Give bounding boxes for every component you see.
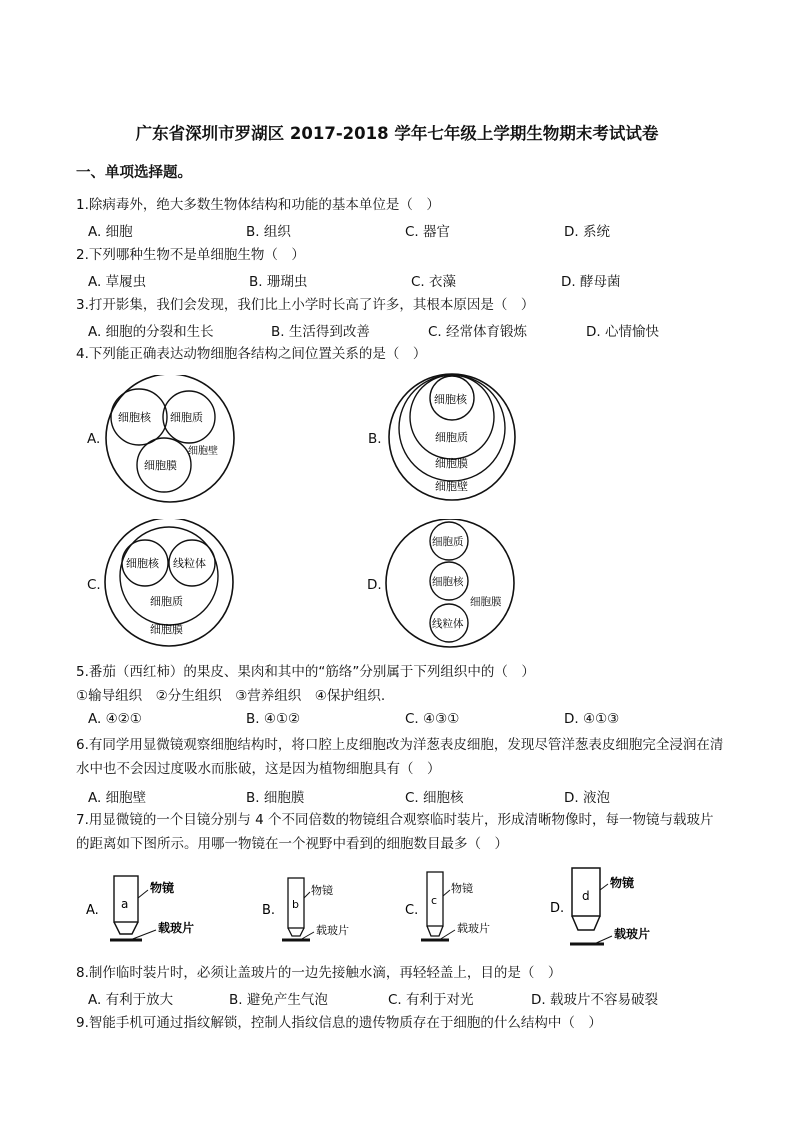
q4-diagram-b [382,372,522,504]
q5-option-d: D. ④①③ [564,711,620,727]
q8-option-d: D. 载玻片不容易破裂 [531,992,658,1008]
q4b-label-cytoplasm: 细胞质 [435,431,468,444]
q4-diagram-a [100,375,240,505]
q3-option-b: B. 生活得到改善 [271,324,370,340]
question-3: 3.打开影集，我们会发现，我们比上小学时长高了许多，其根本原因是（ ） [76,297,535,313]
q4-diagram-d [382,519,518,651]
q4-diagram-c [101,519,237,649]
q7-objective-d [548,862,688,952]
q2-option-d: D. 酵母菌 [561,274,621,290]
q6-option-d: D. 液泡 [564,790,610,806]
q8-option-c: C. 有利于对光 [388,992,474,1008]
svg-text:载玻片: 载玻片 [457,922,490,935]
q4-option-b-letter: B. [368,431,382,447]
q5-option-a: A. ④②① [88,711,142,727]
svg-text:A.: A. [86,903,99,918]
q4d-label-nucleus: 细胞核 [432,576,464,588]
q6-option-c: C. 细胞核 [405,790,464,806]
svg-text:物镜: 物镜 [311,884,333,897]
q7-objective-a [84,868,214,950]
question-2: 2.下列哪种生物不是单细胞生物（ ） [76,247,305,263]
svg-text:物镜: 物镜 [610,876,635,890]
q4c-label-mitochondria: 线粒体 [173,557,206,570]
q8-option-b: B. 避免产生气泡 [229,992,328,1008]
q2-option-b: B. 珊瑚虫 [249,274,308,290]
q8-option-a: A. 有利于放大 [88,992,174,1008]
question-9: 9.智能手机可通过指纹解锁，控制人指纹信息的遗传物质存在于细胞的什么结构中（ ） [76,1015,602,1031]
q4-option-d-letter: D. [367,577,382,593]
q4d-label-membrane: 细胞膜 [470,596,502,608]
q1-option-d: D. 系统 [564,224,610,240]
q1-option-a: A. 细胞 [88,224,133,240]
q4c-label-membrane: 细胞膜 [150,623,183,636]
question-7: 7.用显微镜的一个目镜分别与 4 个不同倍数的物镜组合观察临时装片，形成清晰物像时，每一物镜与载玻片的距离如下图所示。用哪一物镜在一个视野中看到的细胞数目最多（ ） [76,812,714,852]
q4c-label-cytoplasm: 细胞质 [150,595,183,608]
q3-option-a: A. 细胞的分裂和生长 [88,324,214,340]
q4a-label-wall: 细胞壁 [188,446,218,457]
q5-option-c: C. ④③① [405,711,460,727]
q4-option-a-letter: A. [87,431,101,447]
q5-option-b: B. ④①② [246,711,301,727]
svg-text:d: d [582,889,590,903]
q4-option-c-letter: C. [87,577,101,593]
svg-text:载玻片: 载玻片 [158,921,195,935]
q1-option-b: B. 组织 [246,224,291,240]
q6-option-a: A. 细胞壁 [88,790,147,806]
q4d-label-mitochondria: 线粒体 [432,618,464,630]
page-title: 广东省深圳市罗湖区 2017-2018 学年七年级上学期生物期末考试试卷 [135,124,659,143]
q6-option-b: B. 细胞膜 [246,790,305,806]
question-5: 5.番茄（西红柿）的果皮、果肉和其中的“筋络”分别属于下列组织中的（ ） [76,664,535,680]
q1-option-c: C. 器官 [405,224,451,240]
q4d-label-cytoplasm: 细胞质 [432,536,464,548]
question-6: 6.有同学用显微镜观察细胞结构时，将口腔上皮细胞改为洋葱表皮细胞，发现尽管洋葱表皮细胞完全浸润在清水中也不会因过度吸水而胀破，这是因为植物细胞具有（ ） [76,737,724,777]
question-1: 1.除病毒外，绝大多数生物体结构和功能的基本单位是（ ） [76,197,440,213]
svg-text:C.: C. [405,903,419,918]
q2-option-a: A. 草履虫 [88,274,147,290]
q4b-label-membrane: 细胞膜 [435,457,468,470]
q4a-label-membrane: 细胞膜 [144,459,177,472]
q7-objective-c [403,866,523,950]
q4c-label-nucleus: 细胞核 [126,557,159,570]
svg-text:B.: B. [262,903,276,918]
q2-option-c: C. 衣藻 [411,274,457,290]
q3-option-c: C. 经常体育锻炼 [428,324,528,340]
svg-text:物镜: 物镜 [150,881,175,895]
question-4: 4.下列能正确表达动物细胞各结构之间位置关系的是（ ） [76,346,427,362]
svg-text:a: a [121,897,129,911]
q3-option-d: D. 心情愉快 [586,324,659,340]
q7-objective-b [260,868,380,950]
svg-text:b: b [292,898,299,911]
svg-text:D.: D. [550,901,565,916]
q4a-label-nucleus: 细胞核 [118,411,151,424]
q4b-label-wall: 细胞壁 [435,480,468,493]
q4b-label-nucleus: 细胞核 [434,393,467,406]
svg-text:c: c [431,894,438,907]
question-5-tissues: ①输导组织 ②分生组织 ③营养组织 ④保护组织. [76,688,386,704]
svg-text:物镜: 物镜 [451,882,473,895]
svg-text:载玻片: 载玻片 [316,924,349,937]
question-8: 8.制作临时装片时，必须让盖玻片的一边先接触水滴，再轻轻盖上，目的是（ ） [76,965,562,981]
q4a-label-cytoplasm: 细胞质 [170,411,203,424]
svg-text:载玻片: 载玻片 [614,927,651,941]
section-heading: 一、单项选择题。 [76,165,192,181]
